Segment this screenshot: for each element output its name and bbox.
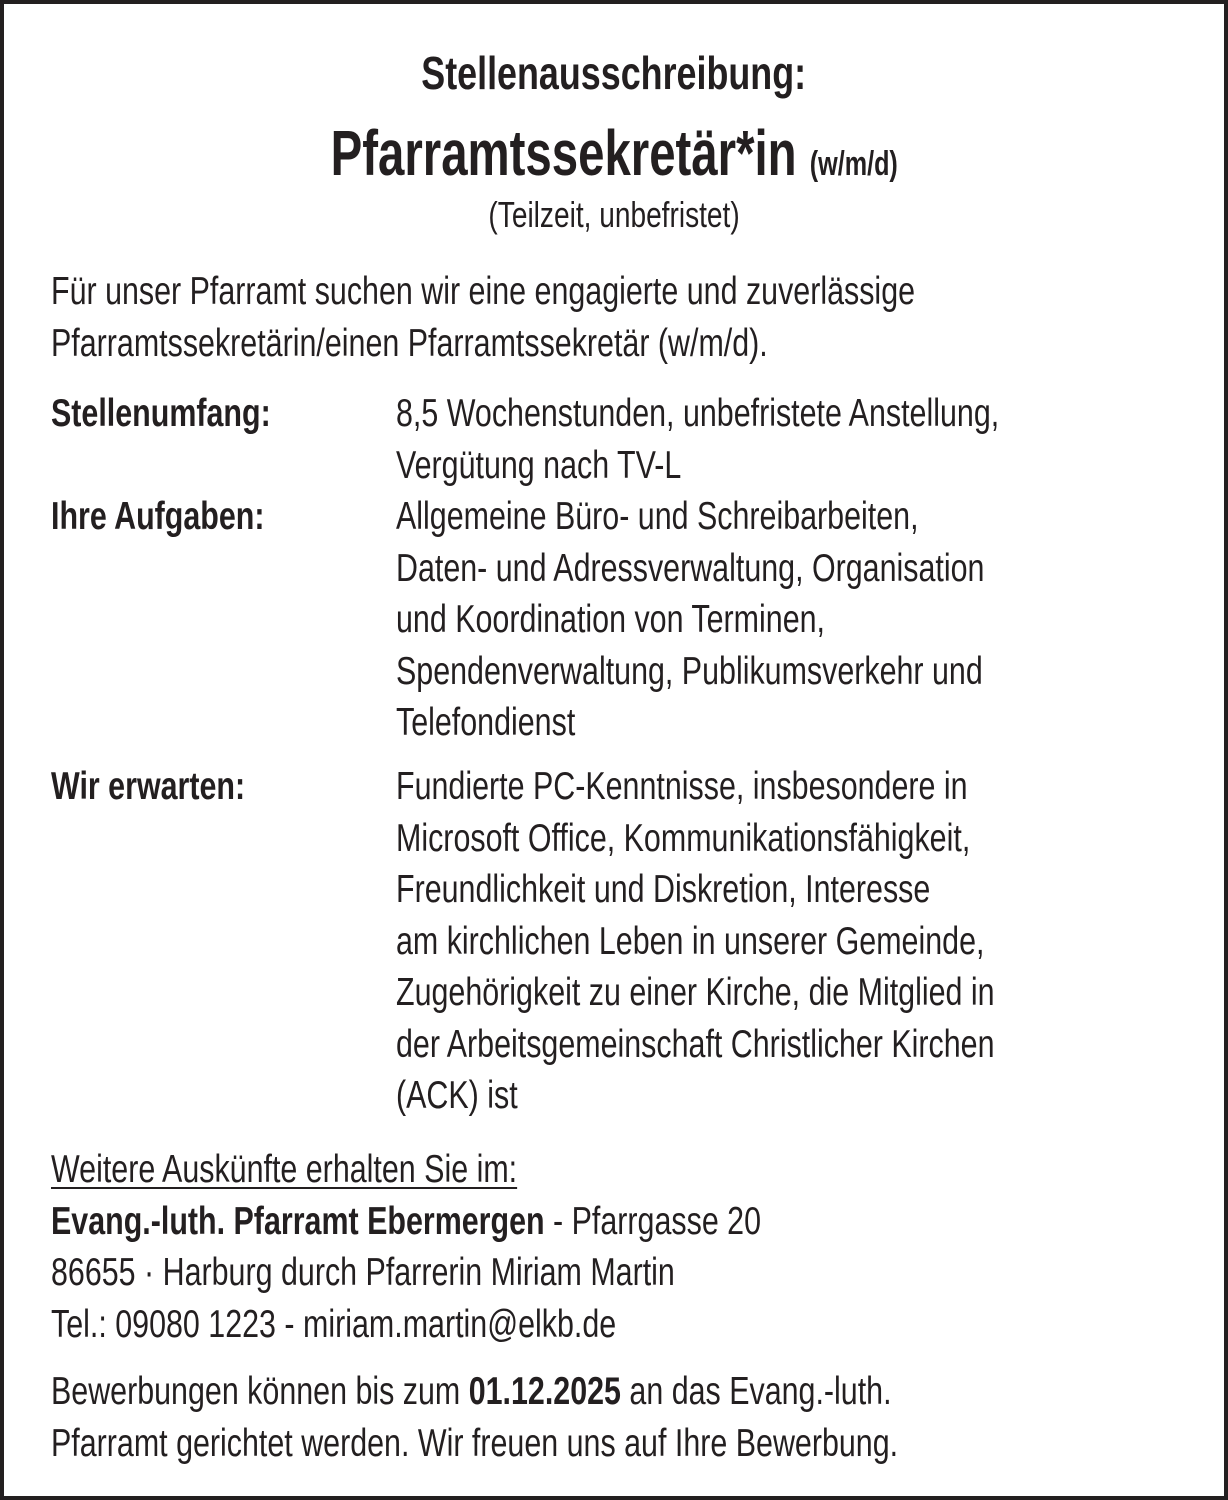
kicker-heading [4,46,1224,100]
job-title-inner [330,116,897,190]
value-line: 8,5 Wochenstunden, unbefristete Anstellung, [396,392,1000,435]
application-deadline: 01.12.2025 [468,1370,621,1413]
contact-block [51,1144,961,1350]
closing-text: Bewerbungen können bis zum [51,1370,469,1413]
value-line: Zugehörigkeit zu einer Kirche, die Mitglied in [396,971,995,1014]
street-address: - Pfarrgasse 20 [544,1199,762,1243]
job-title [4,116,1224,190]
value-line: Fundierte PC-Kenntnisse, insbesondere in [396,765,968,808]
value-line: am kirchlichen Leben in unserer Gemeinde, [396,919,985,963]
label-text: Stellenumfang: [51,392,271,435]
value-line: Vergütung nach TV-L [396,443,682,487]
job-title-text: Pfarramtssekretär*in [330,117,797,189]
value-line: der Arbeitsgemeinschaft Christlicher Kirchen [396,1022,995,1066]
value-line: Daten- und Adressverwaltung, Organisation [396,546,985,590]
section-label-requirements [51,761,300,813]
intro-line: Pfarramtssekretärin/einen Pfarramtssekretär (w/m/d). [51,321,768,365]
city-line: 86655 · Harburg durch Pfarrerin Miriam Martin [51,1251,675,1294]
closing-text: an das Evang.-luth. [620,1370,892,1413]
intro-line: Für unser Pfarramt suchen wir eine engagierte und zuverlässige [51,270,916,313]
job-subtitle-text: (Teilzeit, unbefristet) [488,194,740,235]
kicker-text: Stellenausschreibung: [421,47,807,99]
section-value-requirements [396,761,1163,1122]
closing-line [51,1366,892,1418]
value-line: (ACK) ist [396,1074,518,1117]
value-line: und Koordination von Terminen, [396,598,825,641]
job-subtitle [4,194,1224,236]
email-link[interactable]: miriam.martin@elkb.de [303,1302,617,1346]
label-text: Wir erwarten: [51,765,246,808]
closing-line: Pfarramt gerichtet werden. Wir freuen uns auf Ihre Bewerbung. [51,1421,899,1465]
label-text: Ihre Aufgaben: [51,495,265,538]
section-label-tasks [51,491,325,543]
intro-paragraph [51,266,1159,369]
closing-paragraph [51,1366,1137,1469]
phone-number: Tel.: 09080 1223 - [51,1302,304,1346]
job-title-suffix: (w/m/d) [809,145,898,183]
value-line: Freundlichkeit und Diskretion, Interesse [396,868,931,911]
value-line: Spendenverwaltung, Publikumsverkehr und [396,649,983,693]
contact-org-line [51,1196,761,1248]
org-name: Evang.-luth. Pfarramt Ebermergen [51,1199,545,1243]
value-line: Microsoft Office, Kommunikationsfähigkeit, [396,816,971,860]
value-line: Allgemeine Büro- und Schreibarbeiten, [396,495,919,538]
section-value-scope [396,388,1169,491]
value-line: Telefondienst [396,701,576,744]
section-label-scope [51,388,333,440]
contact-heading: Weitere Auskünfte erhalten Sie im: [51,1148,518,1191]
phone-email-line [51,1299,616,1351]
section-value-tasks [396,491,1150,749]
